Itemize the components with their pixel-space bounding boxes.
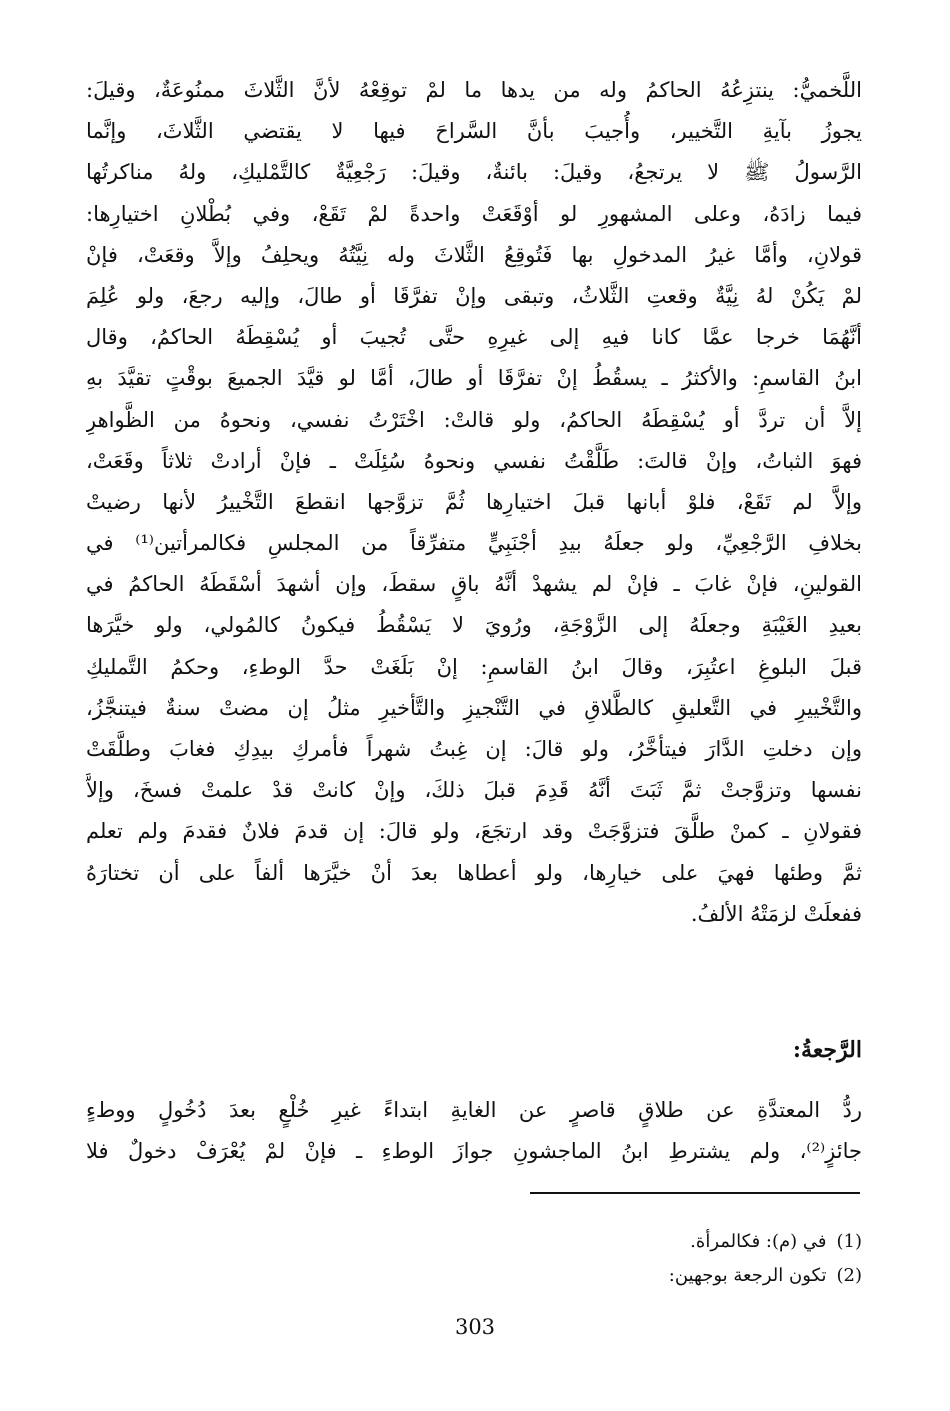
footnote — [86, 1259, 862, 1293]
text-line: يجوزُ بآيةِ التَّخيير، وأُجيبَ بأنَّ السَّراحَ فيها لا يقتضي الثَّلاثَ، وإنَّما — [86, 119, 862, 144]
text-line: وإن دخلتِ الدَّارَ فيتأخَّرُ، ولو قالَ: إن غِبتُ شهراً فأمركِ بيدِكِ فغابَ وطلَّقَتْ — [86, 737, 862, 761]
text-line: بخلافِ الرَّجْعِيِّ، ولو جعلَهُ بيدِ أجْنَبِيٍّ متفرِّقاً من المجلسِ فكالمرأتين⁽¹⁾ في — [86, 531, 862, 556]
text-line: القولينِ، فإنْ غابَ ـ فإنْ لم يشهدْ أنَّهُ باقٍ سقطَ، وإن أشهدَ أسْقَطَهُ الحاكمُ في — [86, 572, 862, 597]
section-heading: الرَّجعةُ: — [792, 1037, 862, 1063]
section-text-block — [86, 1090, 862, 1172]
footnote-number: (1) — [836, 1231, 862, 1252]
text-line: إلاَّ أن تردَّ أو يُسْقِطَهُ الحاكمُ، ولو قالتْ: اخْتَرْتُ نفسي، ونحوهُ من الظَّواهرِ — [86, 407, 862, 432]
footnote-text: في (م): فكالمرأة. — [690, 1231, 827, 1252]
text-line: ردُّ المعتدَّةِ عن طلاقٍ قاصرٍ عن الغايةِ ابتداءً غيرِ خُلْعٍ بعدَ دُخُولٍ ووطءٍ — [86, 1098, 862, 1122]
text-line: الرَّسولُ ﷺ لا يرتجعُ، وقيلَ: بائنةٌ، وقيلَ: رَجْعِيَّةٌ كالتَّمْليكِ، ولهُ مناكرتُها — [86, 160, 862, 185]
footnote-divider — [530, 1192, 860, 1194]
text-line: لمْ يَكُنْ لهُ نِيَّةٌ وقعتِ الثَّلاثُ، وتبقى وإنْ تفرَّقَا أو طالَ، وإليه رجعَ، ولو عُلِمَ — [86, 283, 862, 308]
text-line: قولانِ، وأمَّا غيرُ المدخولِ بها فَتُوقِعُ الثَّلاثَ وله نِيَّتُهُ ويحلِفُ وإلاَّ وقعَتْ، فإنْ — [86, 242, 862, 267]
text-line: ففعلَتْ لزمَتْهُ الألفُ. — [690, 901, 862, 926]
text-line: اللَّخميُّ: ينتزِعُهُ الحاكمُ وله من يدها ما لمْ توقِعْهُ لأنَّ الثَّلاثَ ممنُوعَةٌ، وقيلَ: — [86, 78, 862, 102]
text-line: ثمَّ وطئها فهيَ على خيارِها، ولو أعطاها بعدَ أنْ خيَّرَها ألفاً على أن تختارَهُ — [86, 860, 862, 885]
text-line: وإلاَّ لم تَقَعْ، فلوْ أبانها قبلَ اختيارِها ثُمَّ تزوَّجها انقطعَ التَّخْييرُ لأنها رضيتْ — [86, 489, 862, 514]
text-line: أنَّهُمَا خرجا عمَّا كانا فيهِ إلى غيرِهِ حتَّى تُجيبَ أو يُسْقِطَهُ الحاكمُ، وقال — [86, 325, 862, 350]
text-line: نفسها وتزوَّجتْ ثمَّ ثَبَتَ أنَّهُ قَدِمَ قبلَ ذلكَ، وإنْ كانتْ قدْ علمتْ فسخَ، وإلاَّ — [86, 778, 862, 803]
page-number: 303 — [454, 1315, 496, 1339]
text-line: ابنُ القاسمِ: والأكثرُ ـ يسقُطُ إنْ تفرَّقَا أو طالَ، أمَّا لو قيَّدَ الجميعَ بوقْتٍ تقيَّدَ بهِ — [86, 366, 862, 391]
text-line: بعيدِ الغَيْبَةِ وجعلَهُ إلى الزَّوْجَةِ، ورُويَ لا يَسْقُطُ فيكونُ كالمُولي، ولو خيَّرَها — [86, 613, 862, 638]
footnote-number: (2) — [836, 1265, 862, 1286]
footnote-text: تكون الرجعة بوجهين: — [668, 1265, 827, 1286]
text-line: فهوَ الثباتُ، وإنْ قالتَ: طَلَّقْتُ نفسي ونحوهُ سُئِلَتْ ـ فإنْ أرادتْ ثلاثاً وقَعَتْ، — [86, 448, 862, 473]
main-text-block — [86, 70, 862, 935]
footnotes — [86, 1225, 862, 1293]
text-line: والتَّخْييرِ في التَّعليقِ كالطَّلاقِ في التَّنْجيزِ والتَّأخيرِ مثلُ إن مضتْ سنةٌ فيتنجَّزُ، — [86, 695, 862, 720]
footnote — [86, 1225, 862, 1259]
text-line: فقولانِ ـ كمنْ طلَّقَ فتزوَّجَتْ وقد ارتجَعَ، ولو قالَ: إن قدمَ فلانٌ فقدمَ ولم تعلم — [86, 819, 862, 844]
text-line: فيما زادَهُ، وعلى المشهورِ لو أوْقَعَتْ واحدةً لمْ تَقَعْ، وفي بُطْلانِ اختيارِها: — [86, 201, 862, 226]
text-line: جائزٍ⁽²⁾، ولم يشترطِ ابنُ الماجشونِ جوازَ الوطءِ ـ فإنْ لمْ يُعْرَفْ دخولٌ فلا — [86, 1139, 862, 1164]
text-line: قبلَ البلوغِ اعتُبِرَ، وقالَ ابنُ القاسمِ: إنْ بَلَغَتْ حدَّ الوطءِ، وحكمُ التَّمليكِ — [86, 654, 862, 679]
